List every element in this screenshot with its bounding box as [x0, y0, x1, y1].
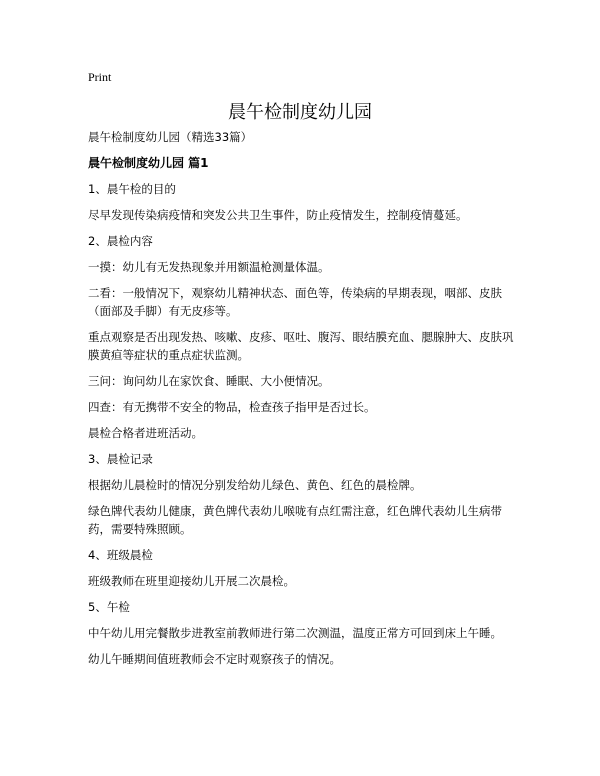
subtitle: 晨午检制度幼儿园（精选33篇）	[88, 130, 253, 144]
paragraph: 四查：有无携带不安全的物品，检查孩子指甲是否过长。	[88, 400, 376, 414]
paragraph: 2、晨检内容	[88, 234, 153, 248]
paragraph: 5、午检	[88, 600, 130, 614]
page-title: 晨午检制度幼儿园	[228, 102, 372, 123]
paragraph: 根据幼儿晨检时的情况分别发给幼儿绿色、黄色、红色的晨检牌。	[88, 478, 422, 492]
paragraph: 一摸：幼儿有无发热现象并用额温枪测量体温。	[88, 260, 330, 274]
paragraph: 1、晨午检的目的	[88, 182, 176, 196]
document-body	[88, 128, 518, 676]
paragraph: 晨检合格者进班活动。	[88, 426, 203, 440]
paragraph: 4、班级晨检	[88, 548, 153, 562]
paragraph: 三问：询问幼儿在家饮食、睡眠、大小便情况。	[88, 374, 330, 388]
paragraph: 中午幼儿用完餐散步进教室前教师进行第二次测温，温度正常方可回到床上午睡。	[88, 626, 502, 640]
paragraph: 幼儿午睡期间值班教师会不定时观察孩子的情况。	[88, 652, 341, 666]
paragraph: 绿色牌代表幼儿健康，黄色牌代表幼儿喉咙有点红需注意，红色牌代表幼儿生病带药，需要特殊照顾。	[88, 504, 502, 536]
paragraph: 班级教师在班里迎接幼儿开展二次晨检。	[88, 574, 295, 588]
paragraph: 重点观察是否出现发热、咳嗽、皮疹、呕吐、腹泻、眼结膜充血、腮腺肿大、皮肤巩膜黄疸等症状的重点症状监测。	[88, 330, 514, 362]
paragraph: 尽早发现传染病疫情和突发公共卫生事件，防止疫情发生，控制疫情蔓延。	[88, 208, 468, 222]
section-heading: 晨午检制度幼儿园 篇1	[88, 156, 209, 170]
paragraph: 3、晨检记录	[88, 452, 153, 466]
print-link[interactable]: Print	[88, 70, 112, 84]
paragraph: 二看：一般情况下，观察幼儿精神状态、面色等，传染病的早期表现，咽部、皮肤（面部及手脚）有无皮疹等。	[88, 286, 502, 318]
